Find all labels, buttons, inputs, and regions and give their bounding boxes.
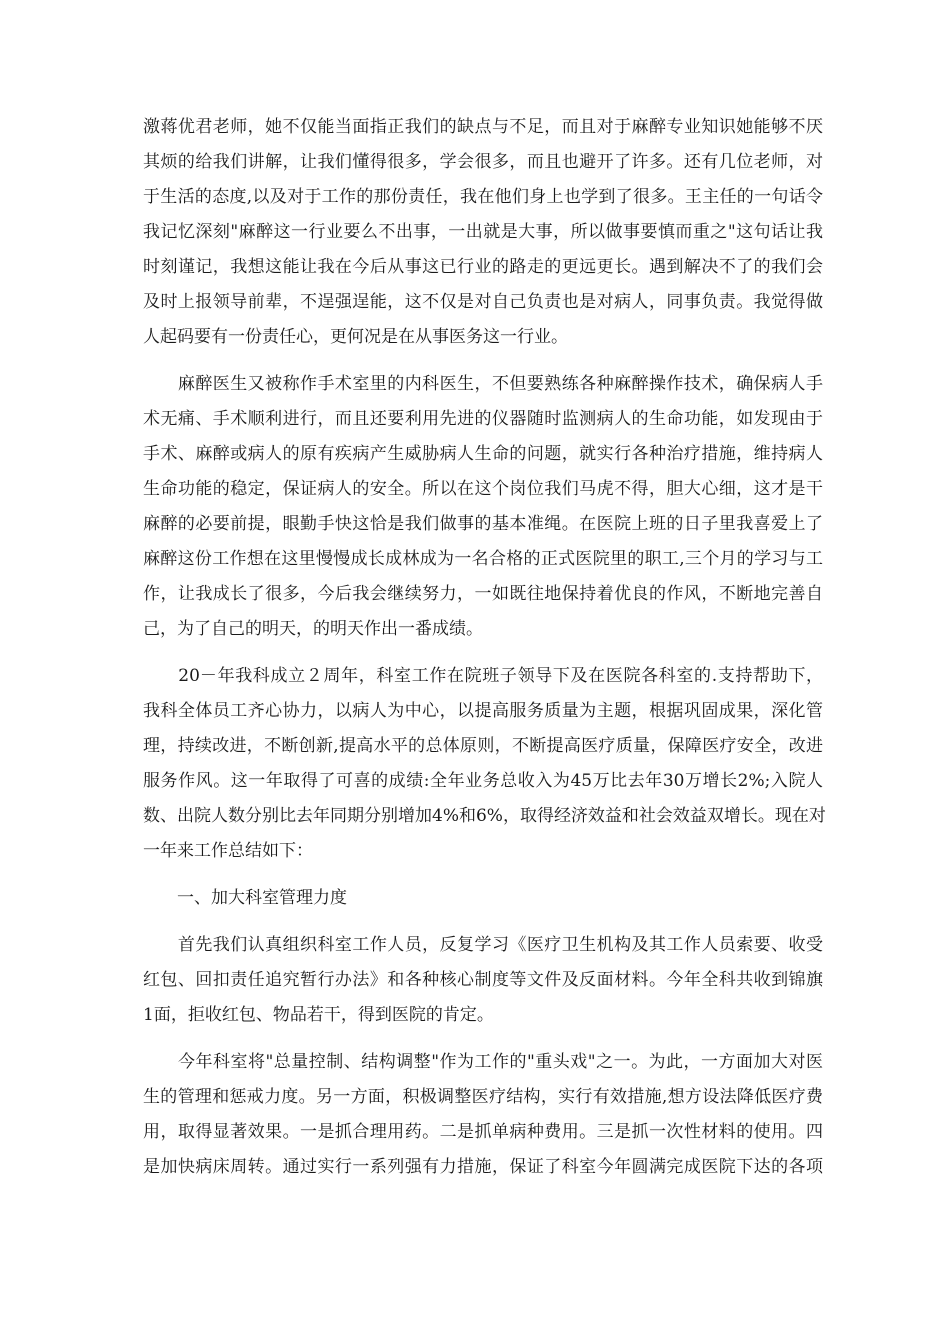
text-line: 激蒋优君老师，她不仅能当面指正我们的缺点与不足，而且对于麻醉专业知识她能够不厌 <box>143 117 823 137</box>
text-line: 麻醉这份工作想在这里慢慢成长成林成为一名合格的正式医院里的职工,三个月的学习与工 <box>143 549 823 569</box>
text-line: 一年来工作总结如下： <box>143 841 313 861</box>
paragraph-5 <box>143 1045 823 1185</box>
text-line: 理，持续改进，不断创新,提高水平的总体原则，不断提高医疗质量，保障医疗安全，改进 <box>143 736 823 756</box>
document-body <box>143 110 826 1185</box>
text-line: 手术、麻醉或病人的原有疾病产生威胁病人生命的问题，就实行各种治疗措施，维持病人 <box>143 444 823 464</box>
text-line: 首先我们认真组织科室工作人员，反复学习《医疗卫生机构及其工作人员索要、收受 <box>143 935 823 955</box>
text-line: 及时上报领导前辈，不逞强逞能，这不仅是对自己负责也是对病人，同事负责。我觉得做 <box>143 292 823 312</box>
text-line: 我记忆深刻"麻醉这一行业要么不出事，一出就是大事，所以做事要慎而重之"这句话让我 <box>143 222 823 242</box>
text-line: 用，取得显著效果。一是抓合理用药。二是抓单病种费用。三是抓一次性材料的使用。四 <box>143 1122 823 1142</box>
paragraph-1 <box>143 110 823 355</box>
text-line: 生的管理和惩戒力度。另一方面，积极调整医疗结构，实行有效措施,想方设法降低医疗费 <box>143 1087 823 1107</box>
text-line: 数、出院人数分别比去年同期分别增加4%和6%，取得经济效益和社会效益双增长。现在对 <box>143 806 826 826</box>
text-line: 术无痛、手术顺利进行，而且还要利用先进的仪器随时监测病人的生命功能，如发现由于 <box>143 409 823 429</box>
heading-text: 一、加大科室管理力度 <box>143 888 347 908</box>
text-line: 作，让我成长了很多，今后我会继续努力，一如既往地保持着优良的作风，不断地完善自 <box>143 584 823 604</box>
text-line: 红包、回扣责任追究暂行办法》和各种核心制度等文件及反面材料。今年全科共收到锦旗 <box>143 970 823 990</box>
paragraph-2 <box>143 367 823 647</box>
text-line: 麻醉的必要前提，眼勤手快这恰是我们做事的基本准绳。在医院上班的日子里我喜爱上了 <box>143 514 823 534</box>
text-line: 其烦的给我们讲解，让我们懂得很多，学会很多，而且也避开了许多。还有几位老师，对 <box>143 152 823 172</box>
section-heading <box>143 881 823 916</box>
text-line: 己，为了自己的明天，的明天作出一番成绩。 <box>143 619 483 639</box>
text-line: 20－年我科成立２周年，科室工作在院班子领导下及在医院各科室的.支持帮助下， <box>143 666 823 686</box>
text-line: 于生活的态度,以及对于工作的那份责任，我在他们身上也学到了很多。王主任的一句话令 <box>143 187 823 207</box>
paragraph-4 <box>143 928 823 1033</box>
paragraph-3 <box>143 659 826 869</box>
text-line: 我科全体员工齐心协力，以病人为中心，以提高服务质量为主题，根据巩固成果，深化管 <box>143 701 823 721</box>
text-line: 时刻谨记，我想这能让我在今后从事这已行业的路走的更远更长。遇到解决不了的我们会 <box>143 257 823 277</box>
text-line: 服务作风。这一年取得了可喜的成绩:全年业务总收入为45万比去年30万增长2%;入院人 <box>143 771 823 791</box>
text-line: 是加快病床周转。通过实行一系列强有力措施，保证了科室今年圆满完成医院下达的各项 <box>143 1157 823 1177</box>
text-line: 1面，拒收红包、物品若干，得到医院的肯定。 <box>143 1005 494 1025</box>
text-line: 今年科室将"总量控制、结构调整"作为工作的"重头戏"之一。为此，一方面加大对医 <box>143 1052 823 1072</box>
text-line: 麻醉医生又被称作手术室里的内科医生，不但要熟练各种麻醉操作技术，确保病人手 <box>143 374 823 394</box>
text-line: 人起码要有一份责任心，更何况是在从事医务这一行业。 <box>143 327 568 347</box>
text-line: 生命功能的稳定，保证病人的安全。所以在这个岗位我们马虎不得，胆大心细，这才是干 <box>143 479 823 499</box>
